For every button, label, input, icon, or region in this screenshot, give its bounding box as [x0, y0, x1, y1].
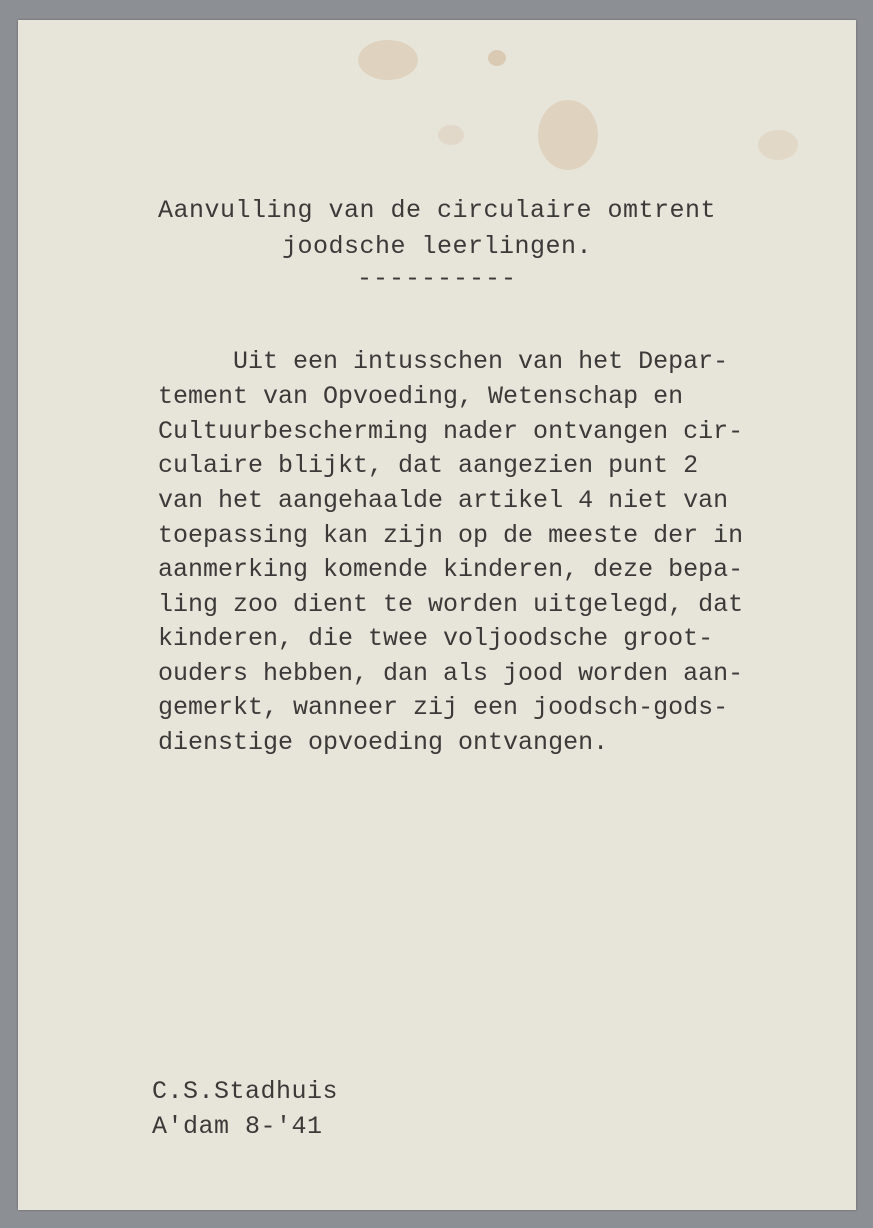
body-line: kinderen, die twee voljoodsche groot-: [158, 624, 714, 653]
body-line: toepassing kan zijn op de meeste der in: [158, 521, 744, 550]
body-line: Uit een intusschen van het Depar-: [158, 347, 729, 376]
body-line: ling zoo dient te worden uitgelegd, dat: [158, 590, 744, 619]
document-title-line-1: Aanvulling van de circulaire omtrent: [157, 196, 717, 225]
body-line: gemerkt, wanneer zij een joodsch-gods-: [158, 693, 729, 722]
paper-stain: [488, 50, 506, 66]
body-line: Cultuurbescherming nader ontvangen cir-: [158, 417, 744, 446]
paper-stain: [758, 130, 798, 160]
signature-line-1: C.S.Stadhuis: [152, 1077, 339, 1106]
body-line: ouders hebben, dan als jood worden aan-: [158, 659, 744, 688]
body-line: tement van Opvoeding, Wetenschap en: [158, 382, 684, 411]
paper-stain: [358, 40, 418, 80]
paper-stain: [438, 125, 464, 145]
body-line: aanmerking komende kinderen, deze bepa-: [158, 555, 744, 584]
body-line: dienstige opvoeding ontvangen.: [158, 728, 609, 757]
title-underline: ----------: [356, 264, 518, 293]
body-line: van het aangehaalde artikel 4 niet van: [158, 486, 729, 515]
paper-stain: [538, 100, 598, 170]
document-title-line-2: joodsche leerlingen.: [281, 232, 593, 261]
document-card: [18, 20, 856, 1210]
body-line: culaire blijkt, dat aangezien punt 2: [158, 451, 699, 480]
signature-line-2: A'dam 8-'41: [152, 1112, 323, 1141]
